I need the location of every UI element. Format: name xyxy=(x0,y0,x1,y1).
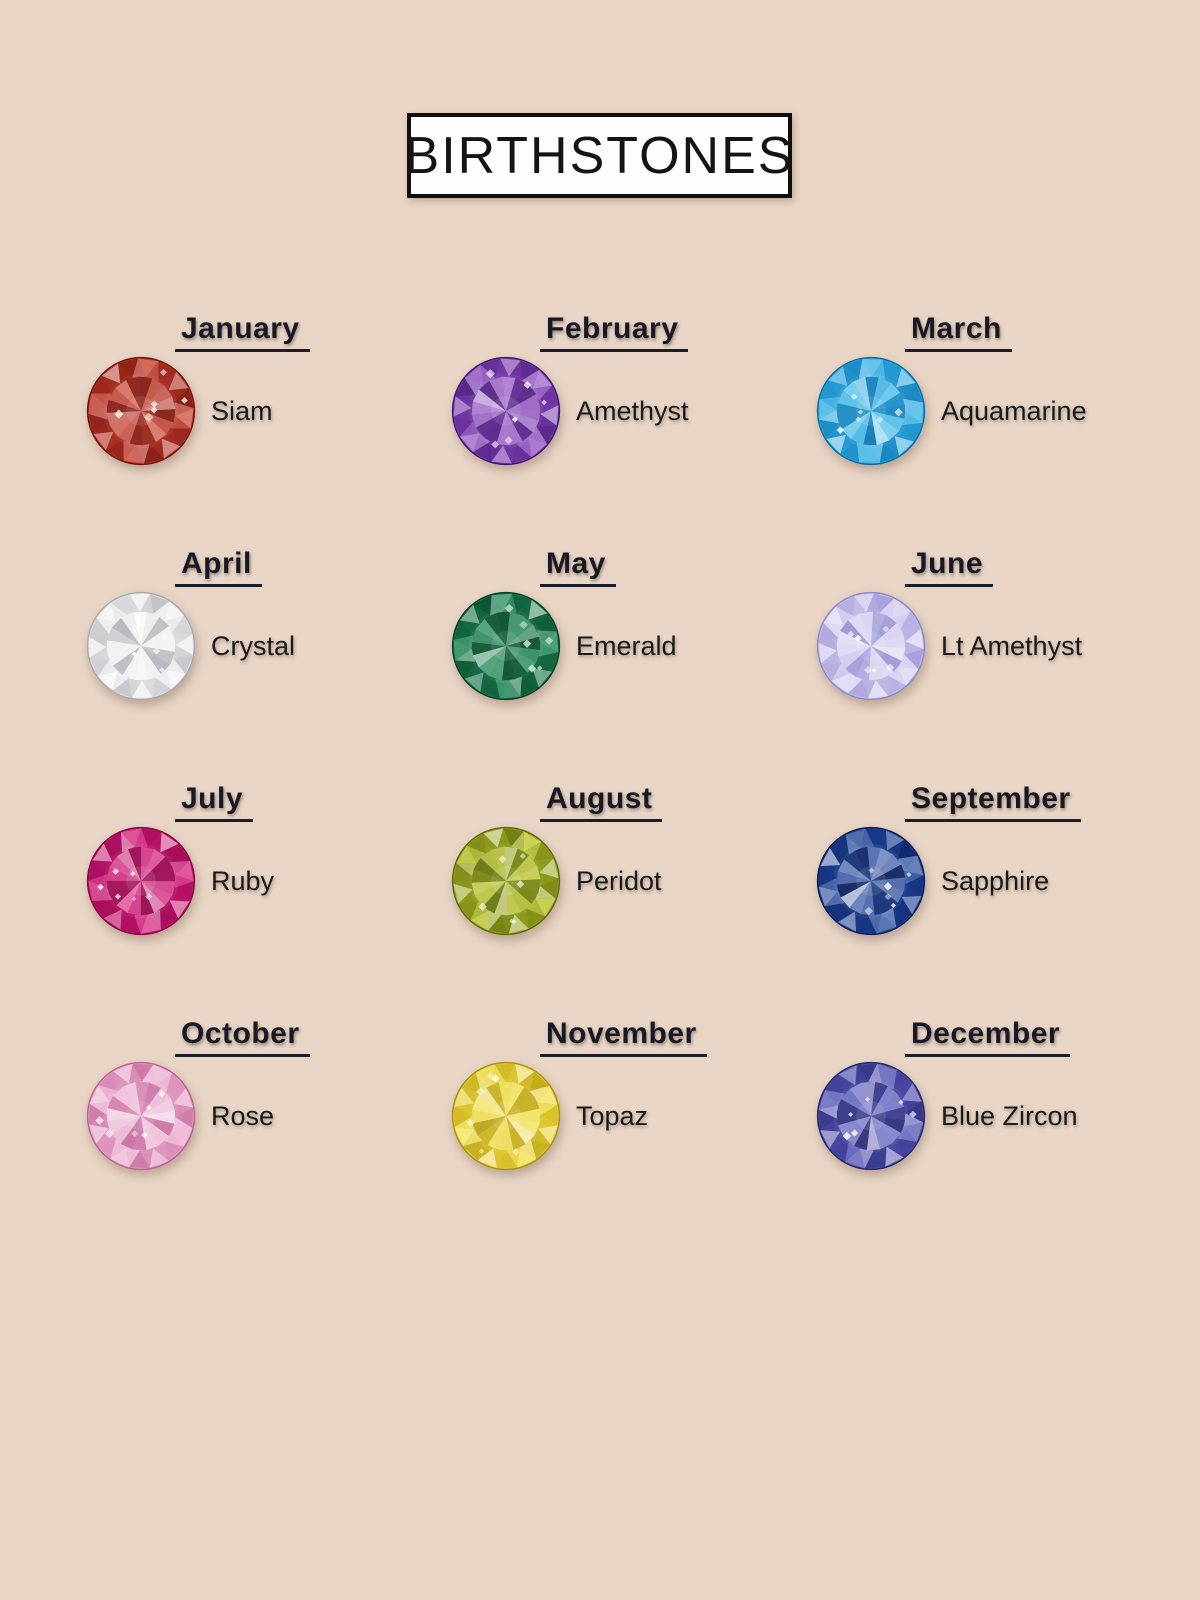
gem-row xyxy=(450,355,815,467)
amethyst-gem-icon xyxy=(450,355,562,467)
gem-row xyxy=(85,355,450,467)
birthstone-cell-may xyxy=(450,547,815,782)
birthstone-cell-december xyxy=(815,1017,1180,1252)
month-label: January xyxy=(175,312,310,352)
stone-label: Sapphire xyxy=(941,865,1050,896)
month-label: August xyxy=(540,782,662,822)
gem-row xyxy=(815,355,1180,467)
gem-row xyxy=(815,590,1180,702)
peridot-gem-icon xyxy=(450,825,562,937)
topaz-gem-icon xyxy=(450,1060,562,1172)
birthstone-cell-august xyxy=(450,782,815,1017)
birthstone-cell-february xyxy=(450,312,815,547)
month-label: February xyxy=(540,312,688,352)
gem-row xyxy=(85,825,450,937)
stone-label: Crystal xyxy=(211,630,296,661)
aquamarine-gem-icon xyxy=(815,355,927,467)
siam-gem-icon xyxy=(85,355,197,467)
stone-label: Amethyst xyxy=(576,395,689,426)
gem-row xyxy=(815,825,1180,937)
gem-row xyxy=(450,1060,815,1172)
stone-label: Topaz xyxy=(576,1100,649,1131)
month-label: November xyxy=(540,1017,707,1057)
stone-label: Siam xyxy=(211,395,273,426)
lt-amethyst-gem-icon xyxy=(815,590,927,702)
gem-row xyxy=(450,590,815,702)
gem-row xyxy=(815,1060,1180,1172)
month-label: May xyxy=(540,547,616,587)
birthstone-cell-april xyxy=(85,547,450,782)
stone-label: Rose xyxy=(211,1100,275,1131)
gem-row xyxy=(85,1060,450,1172)
crystal-gem-icon xyxy=(85,590,197,702)
birthstone-cell-january xyxy=(85,312,450,547)
birthstone-grid xyxy=(85,312,1180,1252)
stone-label: Lt Amethyst xyxy=(941,630,1083,661)
month-label: June xyxy=(905,547,993,587)
month-label: December xyxy=(905,1017,1070,1057)
month-label: April xyxy=(175,547,262,587)
emerald-gem-icon xyxy=(450,590,562,702)
page-title: BIRTHSTONES xyxy=(404,126,795,185)
stone-label: Aquamarine xyxy=(941,395,1087,426)
birthstone-cell-october xyxy=(85,1017,450,1252)
stone-label: Ruby xyxy=(211,865,275,896)
birthstone-cell-june xyxy=(815,547,1180,782)
stone-label: Emerald xyxy=(576,630,677,661)
month-label: March xyxy=(905,312,1012,352)
birthstone-cell-march xyxy=(815,312,1180,547)
title-box xyxy=(404,113,795,198)
rose-gem-icon xyxy=(85,1060,197,1172)
birthstone-cell-november xyxy=(450,1017,815,1252)
ruby-gem-icon xyxy=(85,825,197,937)
gem-row xyxy=(450,825,815,937)
birthstone-cell-july xyxy=(85,782,450,1017)
blue-zircon-gem-icon xyxy=(815,1060,927,1172)
gem-row xyxy=(85,590,450,702)
month-label: October xyxy=(175,1017,310,1057)
sapphire-gem-icon xyxy=(815,825,927,937)
birthstone-cell-september xyxy=(815,782,1180,1017)
month-label: September xyxy=(905,782,1081,822)
stone-label: Blue Zircon xyxy=(941,1100,1078,1131)
month-label: July xyxy=(175,782,253,822)
stone-label: Peridot xyxy=(576,865,662,896)
